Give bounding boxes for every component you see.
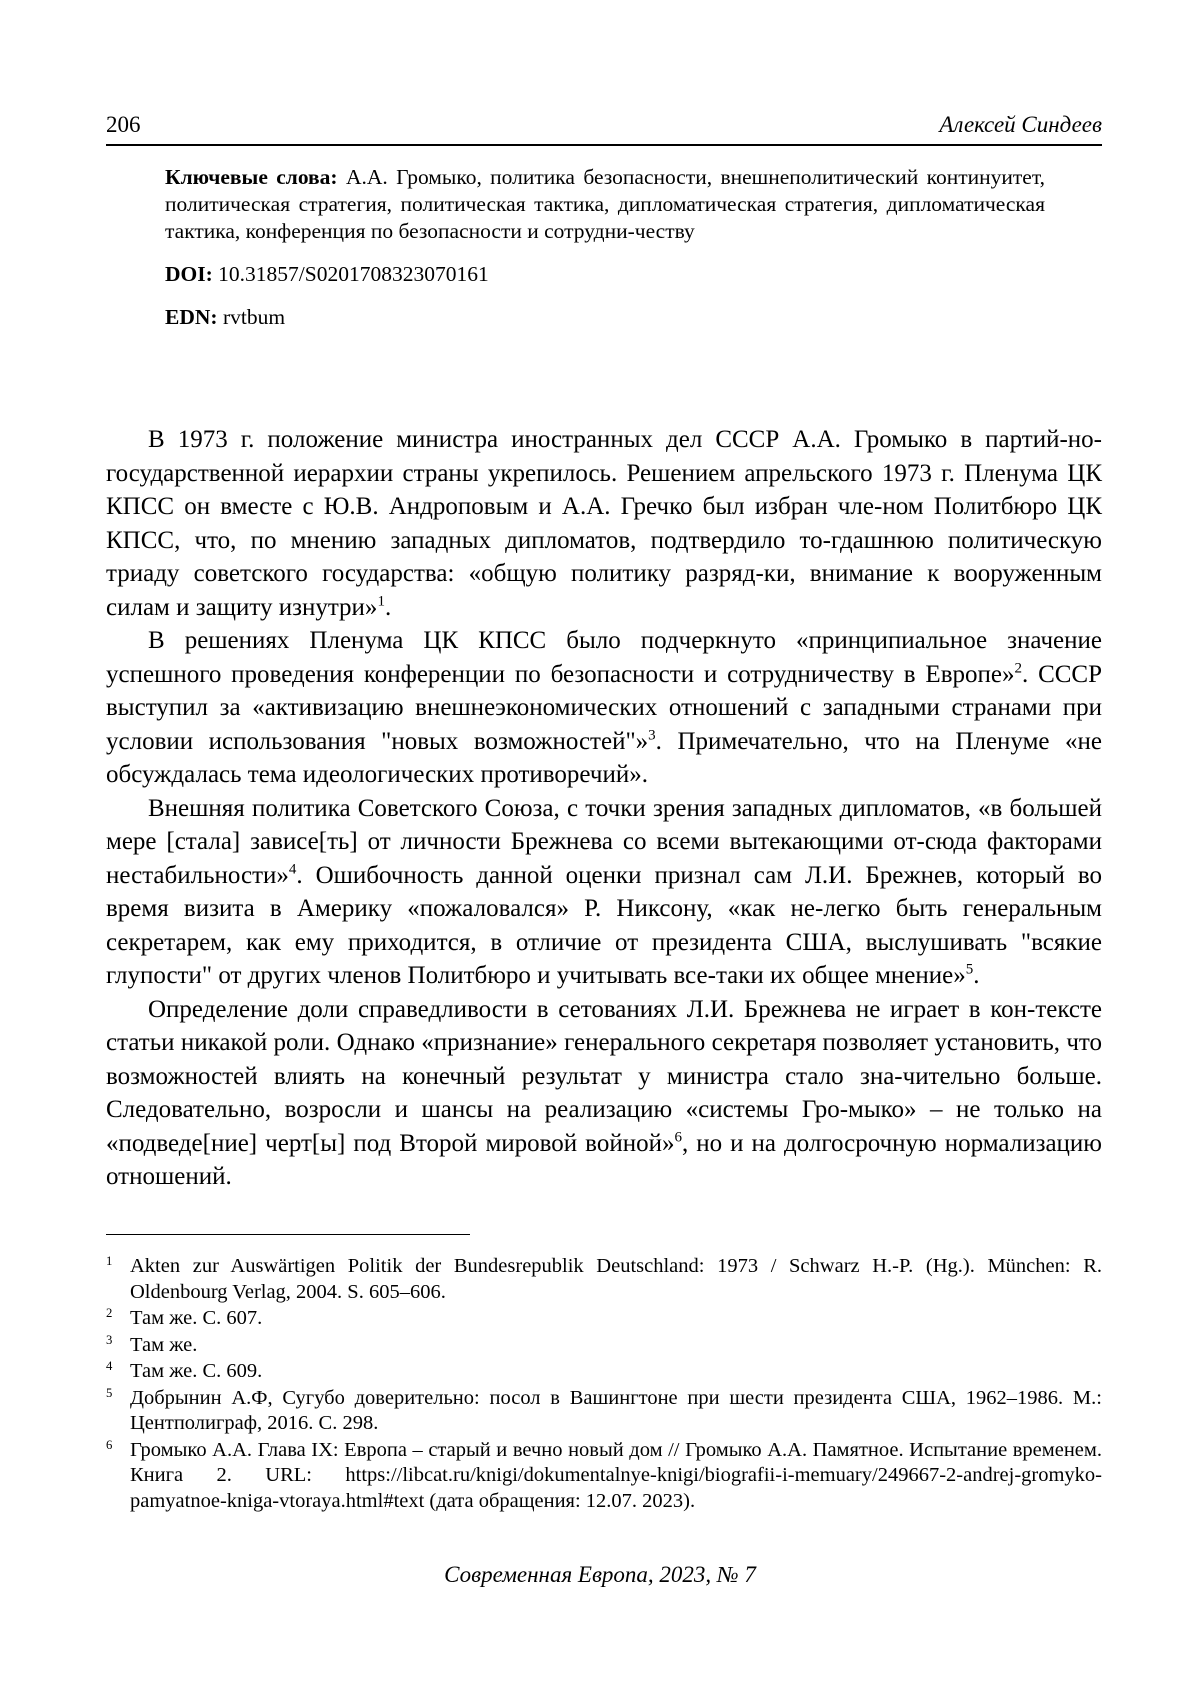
footnote-number: 4 bbox=[106, 1359, 113, 1373]
footnote-ref: 3 bbox=[648, 726, 656, 743]
paragraph-4 bbox=[106, 993, 1102, 1194]
paragraph-text: В решениях Пленума ЦК КПСС было подчеркнуто «принципиальное значение успешного проведения конференции по безопасности и сотрудничеству в Европе» bbox=[106, 627, 1102, 688]
edn bbox=[165, 304, 1045, 331]
paragraph-1 bbox=[106, 423, 1102, 624]
footnote bbox=[106, 1386, 1102, 1437]
paragraph-3 bbox=[106, 792, 1102, 993]
keywords-text: А.А. Громыко, политика безопасности, внешнеполитический континуитет, политическая стратегия, политическая тактика, дипломатическая стратегия, дипломатическая тактика, конференция по безопасности и сотрудни-честву bbox=[165, 165, 1045, 243]
paragraph-2 bbox=[106, 624, 1102, 792]
paragraph-text: , но и на долгосрочную нормализацию отношений. bbox=[106, 1129, 1102, 1190]
edn-value: rvtbum bbox=[222, 305, 286, 329]
doi-value: 10.31857/S0201708323070161 bbox=[218, 262, 489, 286]
edn-label: EDN: bbox=[165, 305, 218, 329]
footnote-number: 6 bbox=[106, 1437, 113, 1452]
paragraph-text: Внешняя политика Советского Союза, с точки зрения западных дипломатов, «в большей мере [стала] зависе[ть] от личности Брежнева со всеми вытекающими от-сюда факторами нестабильности» bbox=[106, 794, 1102, 889]
footnote-ref: 5 bbox=[965, 961, 974, 978]
footnote-text: Громыко А.А. Глава IX: Европа – старый и вечно новый дом // Громыко А.А. Памятное. Испытание временем. Книга 2. URL: https://libcat.ru/knigi/dokumentalnye-knigi/biografii-i-memuary/249667-2-andrej-gromyko-pamyatnoe-kniga-vtoraya.html#text (дата обращения: 12.07. 2023). bbox=[130, 1438, 1102, 1512]
paragraph-text: . Примечательно, что на Пленуме «не обсуждалась тема идеологических противоречий». bbox=[106, 727, 1102, 788]
footnote-number: 5 bbox=[106, 1385, 113, 1400]
keywords bbox=[165, 164, 1045, 245]
paragraph-text: Определение доли справедливости в сетованиях Л.И. Брежнева не играет в кон-тексте статьи никакой роли. Однако «признание» генерального секретаря позволяет установить, что возможностей влиять на конечный результат у министра стало зна-чительно больше. Следовательно, возросли и шансы на реализацию «системы Гро-мыко» – не только на «подведе[ние] черт[ы] под Второй мировой войной» bbox=[106, 995, 1102, 1157]
doi-label: DOI: bbox=[165, 262, 213, 286]
running-author: Алексей Синдеев bbox=[939, 112, 1102, 137]
footnote bbox=[106, 1254, 1102, 1305]
footnote bbox=[106, 1438, 1102, 1515]
footnote bbox=[106, 1359, 1102, 1385]
page-number: 206 bbox=[106, 112, 141, 137]
footnote-ref: 2 bbox=[1014, 659, 1022, 676]
footnote-text: Akten zur Auswärtigen Politik der Bundesrepublik Deutschland: 1973 / Schwarz H.-P. (Hg.). München: R. Oldenbourg Verlag, 2004. S. 605–606. bbox=[130, 1255, 1102, 1303]
footnote-ref: 4 bbox=[288, 860, 297, 877]
paragraph-text: . СССР выступил за «активизацию внешнеэкономических отношений с западными странами при условии использования "новых возможностей"» bbox=[106, 660, 1102, 755]
paragraph-text: . bbox=[973, 962, 980, 989]
footnote-divider bbox=[106, 1234, 470, 1235]
journal-footer: Современная Европа, 2023, № 7 bbox=[444, 1562, 756, 1587]
footnote-text: Там же. С. 607. bbox=[130, 1307, 263, 1329]
footnote-number: 2 bbox=[106, 1306, 113, 1320]
running-header bbox=[106, 106, 1102, 146]
doi bbox=[165, 261, 1045, 288]
footnote-text: Добрынин А.Ф, Сугубо доверительно: посол в Вашингтоне при шести президента США, 1962–1986. М.: Центполиграф, 2016. С. 298. bbox=[130, 1386, 1102, 1434]
footnote-ref: 6 bbox=[674, 1128, 682, 1145]
footnote-text: Там же. bbox=[130, 1333, 198, 1356]
footnote bbox=[106, 1306, 1102, 1332]
keywords-label: Ключевые слова: bbox=[165, 165, 338, 189]
footnote bbox=[106, 1333, 1102, 1359]
article-body bbox=[106, 423, 1102, 1194]
footnote-ref: 1 bbox=[377, 592, 385, 609]
paragraph-text: . bbox=[384, 593, 392, 621]
footnote-text: Там же. С. 609. bbox=[130, 1360, 263, 1382]
footnote-number: 3 bbox=[106, 1332, 113, 1347]
paragraph-text: В 1973 г. положение министра иностранных дел СССР А.А. Громыко в партий-но-государственной иерархии страны укрепилось. Решением апрельского 1973 г. Пленума ЦК КПСС он вместе с Ю.В. Андроповым и А.А. Гречко был избран чле-ном Политбюро ЦК КПСС, что, по мнению западных дипломатов, подтвердило то-гдашнюю политическую триаду советского государства: «общую политику разряд-ки, внимание к вооруженным силам и защиту изнутри» bbox=[106, 426, 1102, 621]
footnote-number: 1 bbox=[106, 1254, 113, 1268]
paragraph-text: . Ошибочность данной оценки признал сам Л.И. Брежнев, который во время визита в Америку «пожаловался» Р. Никсону, «как не-легко быть генеральным секретарем, как ему приходится, в отличие от президента США, выслушивать "всякие глупости" от других членов Политбюро и учитывать все-таки их общее мнение» bbox=[106, 861, 1102, 989]
article-metadata bbox=[165, 164, 1045, 347]
footnotes bbox=[106, 1254, 1102, 1515]
